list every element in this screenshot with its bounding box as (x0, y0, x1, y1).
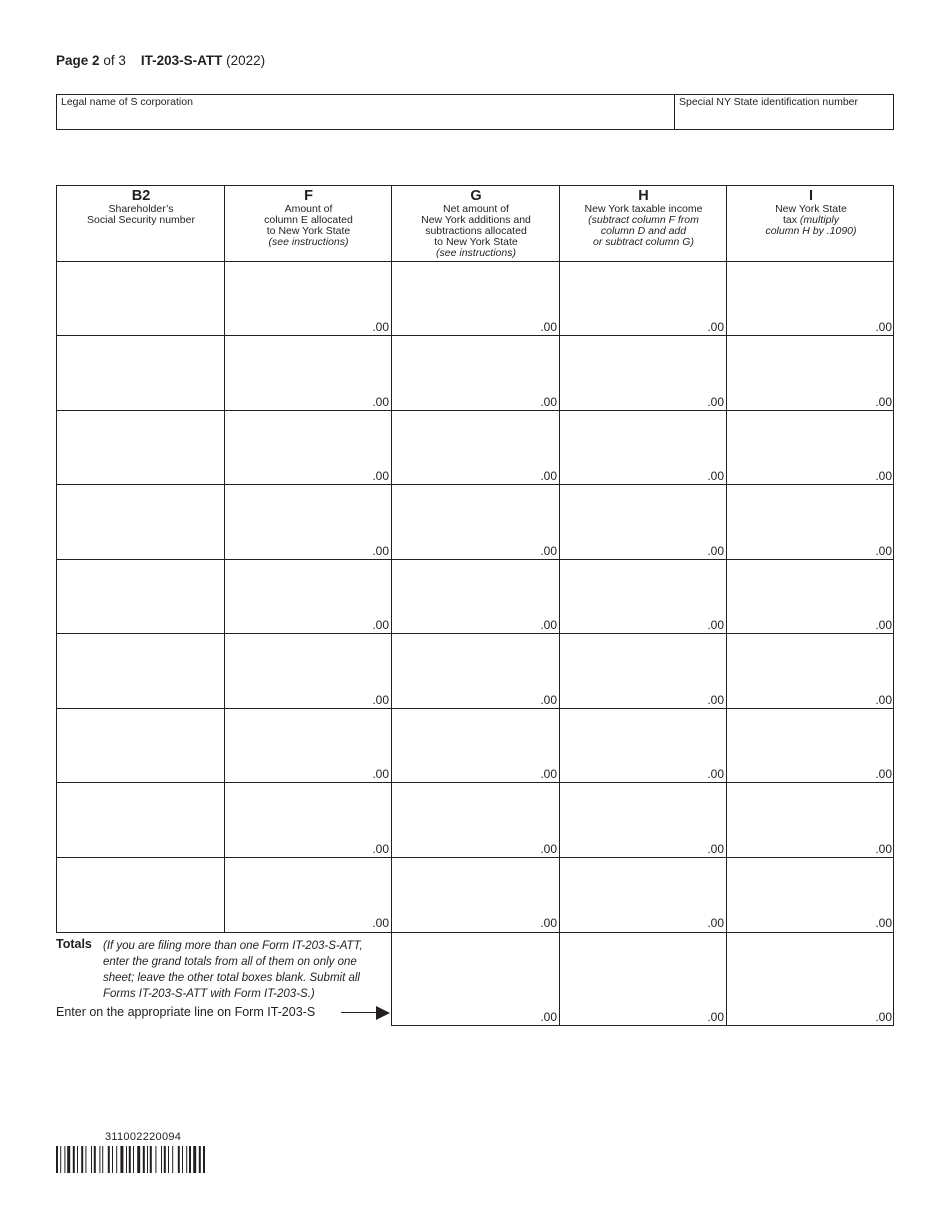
cents-label: .00 (707, 544, 724, 558)
entry-cell-f[interactable] (225, 858, 391, 931)
cents-label: .00 (540, 842, 557, 856)
id-number-field[interactable] (675, 95, 893, 129)
cents-label: .00 (875, 767, 892, 781)
cents-label: .00 (372, 916, 389, 930)
entry-cell-g[interactable] (392, 560, 559, 633)
entry-cell-i[interactable] (727, 560, 894, 633)
cents-label: .00 (707, 693, 724, 707)
entry-cell-b2[interactable] (57, 336, 224, 410)
entry-cell-g[interactable] (392, 783, 559, 857)
column-desc-line: Shareholder’s (108, 203, 174, 215)
cents-label: .00 (540, 469, 557, 483)
cents-label: .00 (875, 693, 892, 707)
entry-cell-h[interactable] (560, 336, 726, 410)
entry-cell-h[interactable] (560, 411, 726, 484)
form-id: IT-203-S-ATT (140, 53, 223, 68)
cents-label: .00 (875, 469, 892, 483)
column-header-b2 (57, 186, 225, 262)
column-header-i (727, 186, 895, 262)
column-desc-line: subtractions allocated (425, 225, 527, 237)
column-desc-line: Net amount of (443, 203, 509, 215)
shareholder-table (56, 185, 894, 933)
cents-label: .00 (540, 544, 557, 558)
legal-name-label: Legal name of S corporation (61, 96, 193, 108)
cents-label: .00 (540, 916, 557, 930)
total-cell-i[interactable] (727, 932, 894, 1025)
column-header-f (225, 186, 392, 262)
entry-cell-b2[interactable] (57, 560, 224, 633)
column-desc-italic: (multiply (799, 214, 840, 226)
entry-cell-g[interactable] (392, 485, 559, 559)
barcode-number: 311002220094 (105, 1131, 182, 1143)
cents-label: .00 (707, 916, 724, 930)
column-desc-line: (subtract column F from (588, 214, 699, 226)
cents-label: .00 (875, 916, 892, 930)
entry-cell-i[interactable] (727, 634, 894, 708)
entry-cell-b2[interactable] (57, 634, 224, 708)
cents-label: .00 (707, 767, 724, 781)
entry-cell-g[interactable] (392, 411, 559, 484)
totals-row (391, 932, 894, 1026)
entry-cell-b2[interactable] (57, 485, 224, 559)
cents-label: .00 (372, 693, 389, 707)
entry-cell-h[interactable] (560, 709, 726, 782)
entry-cell-h[interactable] (560, 634, 726, 708)
column-desc-line: Social Security number (87, 214, 195, 226)
entry-cell-i[interactable] (727, 411, 894, 484)
cents-label: .00 (707, 395, 724, 409)
column-desc-line: to New York State (434, 236, 518, 248)
arrow-right-icon (376, 1006, 390, 1020)
entry-cell-g[interactable] (392, 634, 559, 708)
column-desc-line: column D and add (600, 225, 687, 237)
column-desc-line: to New York State (266, 225, 351, 237)
entry-cell-i[interactable] (727, 336, 894, 410)
column-desc-line: Amount of (284, 203, 333, 215)
entry-cell-h[interactable] (560, 560, 726, 633)
entry-cell-f[interactable] (225, 634, 391, 708)
cents-label: .00 (372, 842, 389, 856)
entry-cell-h[interactable] (560, 262, 726, 335)
identification-box (56, 94, 894, 130)
column-desc-plain: tax (782, 214, 800, 226)
cents-label: .00 (540, 395, 557, 409)
cents-label: .00 (540, 618, 557, 632)
cents-label: .00 (372, 544, 389, 558)
page-of: of 3 (103, 53, 126, 68)
column-header-h (560, 186, 727, 262)
column-letter: H (638, 188, 649, 204)
totals-note: (If you are filing more than one Form IT-203-S-ATT, enter the grand totals from all of them on only one sheet; leave the other total boxes blank. Submit all Forms IT-203-S-ATT with Form IT-203-S.) (103, 940, 363, 1000)
entry-cell-h[interactable] (560, 485, 726, 559)
entry-cell-f[interactable] (225, 709, 391, 782)
entry-cell-b2[interactable] (57, 262, 224, 335)
cents-label: .00 (540, 693, 557, 707)
entry-cell-h[interactable] (560, 858, 726, 931)
entry-cell-i[interactable] (727, 262, 894, 335)
page-prefix: Page (56, 53, 89, 68)
entry-cell-i[interactable] (727, 783, 894, 857)
entry-cell-f[interactable] (225, 783, 391, 857)
page-header (56, 53, 265, 68)
legal-name-field[interactable] (57, 95, 675, 129)
entry-cell-g[interactable] (392, 709, 559, 782)
cents-label: .00 (707, 1010, 724, 1024)
entry-cell-f[interactable] (225, 485, 391, 559)
cents-label: .00 (875, 1010, 892, 1024)
totals-enter-text: Enter on the appropriate line on Form IT-203-S (56, 1005, 316, 1019)
column-desc-line: New York State (775, 203, 847, 215)
cents-label: .00 (707, 842, 724, 856)
column-desc-line: (see instructions) (436, 247, 516, 259)
cents-label: .00 (372, 618, 389, 632)
entry-cell-f[interactable] (225, 560, 391, 633)
cents-label: .00 (540, 767, 557, 781)
entry-cell-b2[interactable] (57, 783, 224, 857)
entry-cell-f[interactable] (225, 411, 391, 484)
column-desc-line: New York additions and (421, 214, 531, 226)
column-header-g (392, 186, 560, 262)
entry-cell-i[interactable] (727, 485, 894, 559)
column-letter: I (808, 188, 814, 204)
totals-label: Totals (56, 937, 92, 951)
entry-cell-f[interactable] (225, 262, 391, 335)
entry-cell-i[interactable] (727, 858, 894, 931)
entry-cell-g[interactable] (392, 858, 559, 931)
column-letter: F (304, 188, 313, 204)
cents-label: .00 (372, 767, 389, 781)
cents-label: .00 (875, 544, 892, 558)
entry-cell-i[interactable] (727, 709, 894, 782)
barcode-image (56, 1146, 239, 1173)
cents-label: .00 (707, 320, 724, 334)
form-year: (2022) (226, 53, 266, 68)
entry-cell-b2[interactable] (57, 858, 224, 931)
column-desc-line: column H by .1090) (765, 225, 857, 237)
cents-label: .00 (372, 395, 389, 409)
id-number-label: Special NY State identification number (679, 96, 858, 108)
cents-label: .00 (875, 842, 892, 856)
column-desc-line: or subtract column G) (593, 236, 694, 248)
entry-cell-g[interactable] (392, 262, 559, 335)
cents-label: .00 (707, 618, 724, 632)
cents-label: .00 (875, 618, 892, 632)
total-cell-g[interactable] (392, 932, 559, 1025)
column-desc-line: New York taxable income (584, 203, 703, 215)
cents-label: .00 (875, 320, 892, 334)
total-cell-h[interactable] (560, 932, 726, 1025)
cents-label: .00 (540, 1010, 557, 1024)
cents-label: .00 (875, 395, 892, 409)
cents-label: .00 (372, 469, 389, 483)
cents-label: .00 (372, 320, 389, 334)
cents-label: .00 (540, 320, 557, 334)
entry-cell-b2[interactable] (57, 411, 224, 484)
cents-label: .00 (707, 469, 724, 483)
column-letter: G (470, 188, 482, 204)
page-number: 2 (92, 53, 100, 68)
column-desc-line: (see instructions) (268, 236, 349, 248)
entry-cell-g[interactable] (392, 336, 559, 410)
arrow-line (341, 1012, 377, 1013)
entry-cell-f[interactable] (225, 336, 391, 410)
column-letter: B2 (131, 188, 151, 204)
column-desc-line: column E allocated (264, 214, 353, 226)
entry-cell-h[interactable] (560, 783, 726, 857)
entry-cell-b2[interactable] (57, 709, 224, 782)
